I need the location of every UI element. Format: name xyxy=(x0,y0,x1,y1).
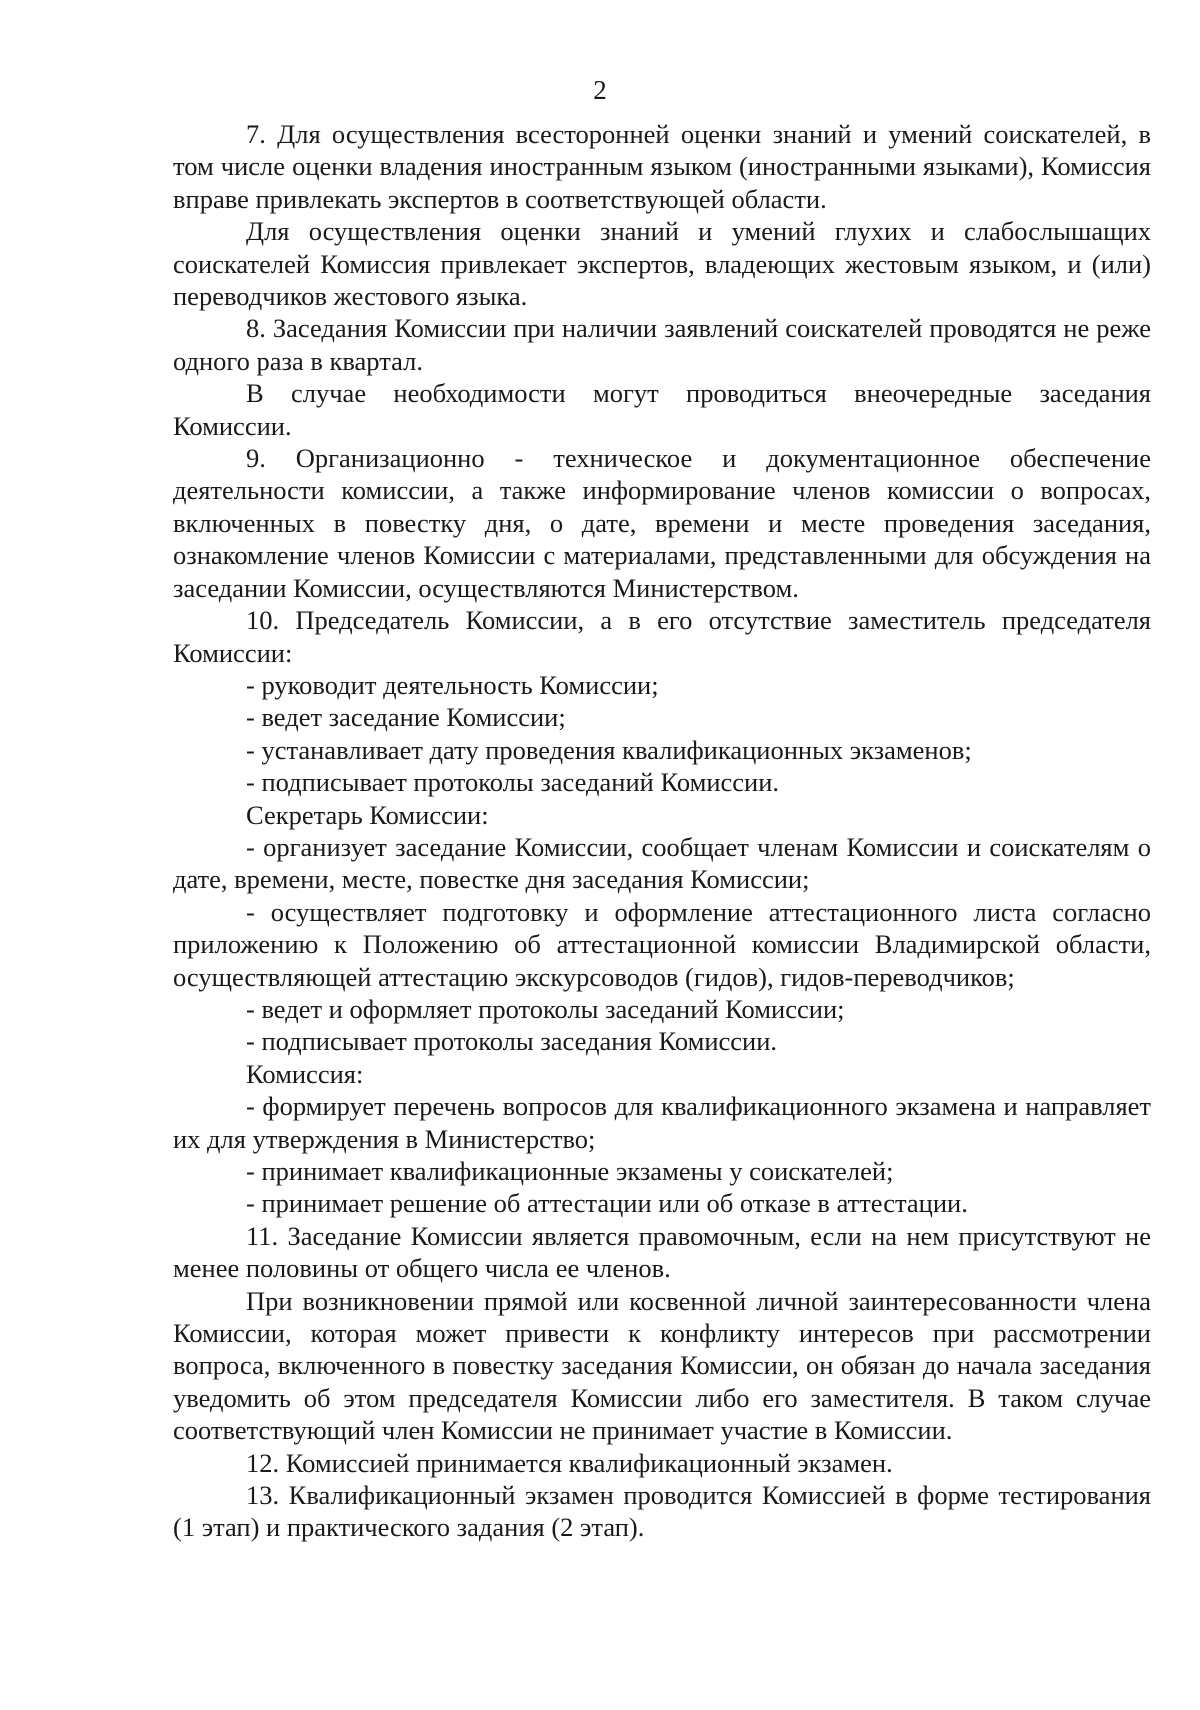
paragraph-11-conflict-of-interest: При возникновении прямой или косвенной личной заинтересованности члена Комиссии, которая может привести к конфликту интересов при рассмотрении вопроса, включенного в повестку заседания Комиссии, он обязан до начала заседания уведомить об этом председателя Комиссии либо его заместителя. В таком случае соответствующий член Комиссии не принимает участие в Комиссии. xyxy=(173,1285,1151,1446)
paragraph-7-deaf-experts: Для осуществления оценки знаний и умений глухих и слабослышащих соискателей Комиссия привлекает экспертов, владеющих жестовым языком, и (или) переводчиков жестового языка. xyxy=(173,216,1151,312)
list-item: - подписывает протоколы заседания Комиссии. xyxy=(246,1026,778,1057)
paragraph-8-extraordinary: В случае необходимости могут проводиться внеочередные заседания Комиссии. xyxy=(173,378,1151,441)
section-heading-secretary: Секретарь Комиссии: xyxy=(246,799,489,830)
list-item: - формирует перечень вопросов для квалификационного экзамена и направляет их для утверждения в Министерство; xyxy=(173,1091,1151,1154)
list-item: - принимает решение об аттестации или об отказе в аттестации. xyxy=(246,1188,968,1219)
list-item: - подписывает протоколы заседаний Комиссии. xyxy=(246,767,780,798)
paragraph-13: 13. Квалификационный экзамен проводится Комиссией в форме тестирования (1 этап) и практического задания (2 этап). xyxy=(173,1480,1151,1543)
page-number: 2 xyxy=(593,75,607,105)
paragraph-7: 7. Для осуществления всесторонней оценки знаний и умений соискателей, в том числе оценки владения иностранным языком (иностранными языками), Комиссия вправе привлекать экспертов в соответствующей области. xyxy=(173,119,1151,214)
paragraph-12: 12. Комиссией принимается квалификационный экзамен. xyxy=(246,1447,893,1478)
list-item: - осуществляет подготовку и оформление аттестационного листа согласно приложению к Положению об аттестационной комиссии Владимирской области, осуществляющей аттестацию экскурсоводов (гидов), гидов-переводчиков; xyxy=(173,896,1151,992)
document-body xyxy=(173,118,1151,1544)
list-item: - устанавливает дату проведения квалификационных экзаменов; xyxy=(246,734,972,765)
paragraph-8: 8. Заседания Комиссии при наличии заявлений соискателей проводятся не реже одного раза в квартал. xyxy=(173,313,1151,376)
list-item: - принимает квалификационные экзамены у соискателей; xyxy=(246,1156,894,1186)
list-item: - руководит деятельность Комиссии; xyxy=(246,669,659,700)
paragraph-9: 9. Организационно - техническое и документационное обеспечение деятельности комиссии, а также информирование членов комиссии о вопросах, включенных в повестку дня, о дате, времени и месте проведения заседания, ознакомление членов Комиссии с материалами, представленными для обсуждения на заседании Комиссии, осуществляются Министерством. xyxy=(173,443,1151,603)
paragraph-10: 10. Председатель Комиссии, а в его отсутствие заместитель председателя Комиссии: xyxy=(173,605,1151,668)
list-item: - организует заседание Комиссии, сообщает членам Комиссии и соискателям о дате, времени, месте, повестке дня заседания Комиссии; xyxy=(173,831,1151,895)
paragraph-11: 11. Заседание Комиссии является правомочным, если на нем присутствуют не менее половины от общего числа ее членов. xyxy=(173,1220,1151,1284)
list-item: - ведет заседание Комиссии; xyxy=(246,702,566,733)
section-heading-commission: Комиссия: xyxy=(246,1058,364,1089)
list-item: - ведет и оформляет протоколы заседаний Комиссии; xyxy=(246,993,845,1024)
